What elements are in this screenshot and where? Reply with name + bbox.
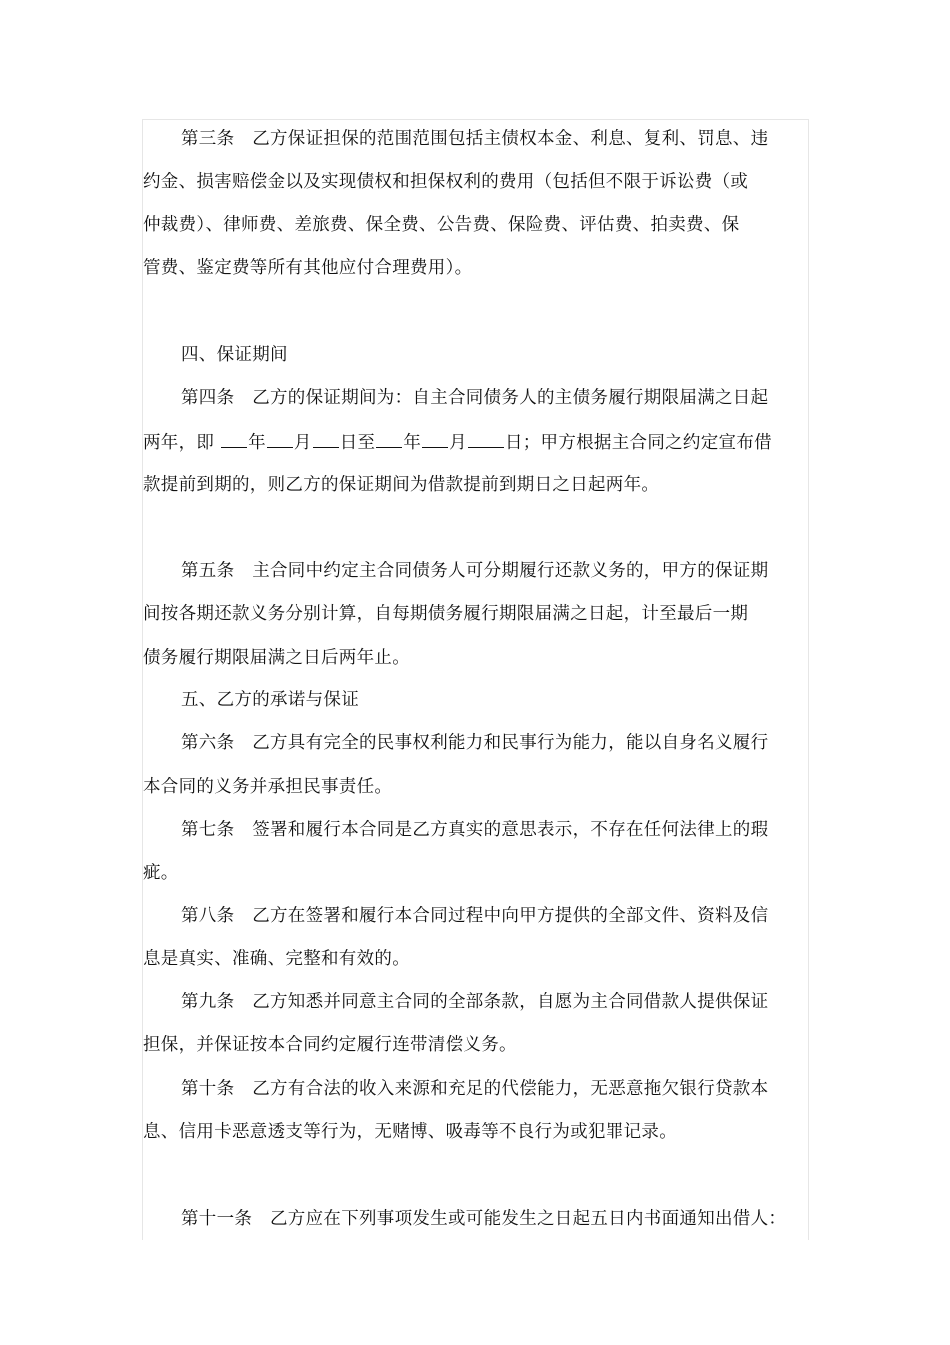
article-4-date-line bbox=[143, 429, 772, 455]
blank-month-2[interactable] bbox=[422, 429, 448, 448]
blank-year-2[interactable] bbox=[376, 429, 402, 448]
day-2-label: 日；甲方根据主合同之约定宣布借 bbox=[504, 433, 772, 453]
article-5-line-3: 债务履行期限届满之日后两年止。 bbox=[143, 648, 410, 668]
article-7-line-2: 疵。 bbox=[143, 863, 179, 883]
section-5-heading: 五、乙方的承诺与保证 bbox=[181, 690, 359, 710]
month-2-label: 月 bbox=[449, 433, 467, 453]
blank-day-1[interactable] bbox=[313, 429, 339, 448]
article-9-line-1: 第九条 乙方知悉并同意主合同的全部条款，自愿为主合同借款人提供保证 bbox=[181, 992, 769, 1012]
page-frame bbox=[142, 119, 809, 1240]
month-1-label: 月 bbox=[293, 433, 312, 453]
article-6-line-2: 本合同的义务并承担民事责任。 bbox=[143, 777, 393, 797]
article-4-line-3: 款提前到期的，则乙方的保证期间为借款提前到期日之日起两年。 bbox=[143, 475, 660, 495]
article-11-line-1: 第十一条 乙方应在下列事项发生或可能发生之日起五日内书面通知出借人： bbox=[181, 1209, 787, 1229]
blank-day-2[interactable] bbox=[468, 429, 504, 448]
article-9-line-2: 担保，并保证按本合同约定履行连带清偿义务。 bbox=[143, 1035, 517, 1055]
article-8-line-2: 息是真实、准确、完整和有效的。 bbox=[143, 949, 410, 969]
year-2-label: 年 bbox=[403, 433, 422, 453]
article-3-line-2: 约金、损害赔偿金以及实现债权和担保权利的费用（包括但不限于诉讼费（或 bbox=[143, 172, 749, 192]
article-3-line-4: 管费、鉴定费等所有其他应付合理费用）。 bbox=[143, 258, 473, 278]
article-10-line-2: 息、信用卡恶意透支等行为，无赌博、吸毒等不良行为或犯罪记录。 bbox=[143, 1122, 677, 1142]
article-6-line-1: 第六条 乙方具有完全的民事权利能力和民事行为能力，能以自身名义履行 bbox=[181, 733, 769, 753]
year-1-label: 年 bbox=[248, 433, 266, 453]
article-3-line-1: 第三条 乙方保证担保的范围范围包括主债权本金、利息、复利、罚息、违 bbox=[181, 129, 769, 149]
blank-year-1[interactable] bbox=[221, 429, 247, 448]
section-4-heading: 四、保证期间 bbox=[181, 345, 288, 365]
article-7-line-1: 第七条 签署和履行本合同是乙方真实的意思表示，不存在任何法律上的瑕 bbox=[181, 820, 769, 840]
article-5-line-2: 间按各期还款义务分别计算，自每期债务履行期限届满之日起，计至最后一期 bbox=[143, 604, 749, 624]
article-8-line-1: 第八条 乙方在签署和履行本合同过程中向甲方提供的全部文件、资料及信 bbox=[181, 906, 769, 926]
blank-month-1[interactable] bbox=[267, 429, 293, 448]
article-10-line-1: 第十条 乙方有合法的收入来源和充足的代偿能力，无恶意拖欠银行贷款本 bbox=[181, 1079, 769, 1099]
article-4-line-1: 第四条 乙方的保证期间为：自主合同债务人的主债务履行期限届满之日起 bbox=[181, 388, 769, 408]
article-3-line-3: 仲裁费）、律师费、差旅费、保全费、公告费、保险费、评估费、拍卖费、保 bbox=[143, 215, 740, 235]
date-prefix: 两年，即 bbox=[143, 433, 215, 453]
day-1-label: 日至 bbox=[339, 433, 376, 453]
article-5-line-1: 第五条 主合同中约定主合同债务人可分期履行还款义务的，甲方的保证期 bbox=[181, 561, 769, 581]
